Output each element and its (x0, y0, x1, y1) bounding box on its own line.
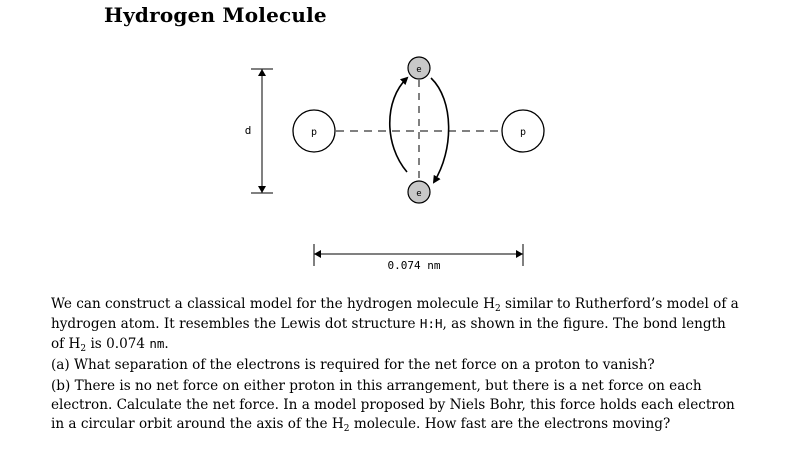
intro-text-1: We can construct a classical model for the hydrogen molecule H (51, 296, 495, 312)
subscript-2c: 2 (343, 424, 350, 434)
proton-right-label: p (519, 127, 527, 138)
electron-bottom-label: e (416, 189, 422, 199)
intro-text-4: is 0.074 (86, 336, 150, 352)
orbit-arrow-left (390, 78, 407, 172)
electron-top (408, 57, 430, 79)
orbit-arrow-right (431, 78, 449, 182)
proton-right (502, 110, 544, 152)
unit-code: nm (149, 336, 165, 351)
problem-text (51, 295, 741, 436)
lewis-structure-code: H:H (419, 316, 443, 331)
page-title: Hydrogen Molecule (104, 3, 327, 27)
question-b-text-2: molecule. How fast are the electrons moving? (349, 416, 671, 432)
electron-bottom (408, 181, 430, 203)
intro-text-5: . (164, 336, 169, 352)
proton-left (293, 110, 335, 152)
intro-text-2: similar to Rutherford’s model of a hydrogen atom. It resembles the Lewis dot structure (51, 296, 739, 332)
subscript-2b: 2 (80, 344, 87, 354)
separation-label: d (244, 124, 252, 137)
question-b (51, 377, 741, 434)
intro-text-3: , as shown in the figure. The bond length of H (51, 316, 726, 352)
proton-left-label: p (310, 127, 318, 138)
question-b-text-1: (b) There is no net force on either proton in this arrangement, but there is a net force on each electron. Calculate the net force. In a model proposed by Niels Bohr, this force holds each electron in a circular orbit around the axis of the H (51, 378, 735, 432)
subscript-2: 2 (495, 304, 501, 314)
bond-length-label: 0.074 nm (387, 259, 441, 272)
separation-dimension (251, 69, 273, 193)
electron-top-label: e (416, 65, 422, 75)
question-a: (a) What separation of the electrons is required for the net force on a proton to vanish? (51, 357, 655, 373)
intro-paragraph (51, 295, 741, 354)
